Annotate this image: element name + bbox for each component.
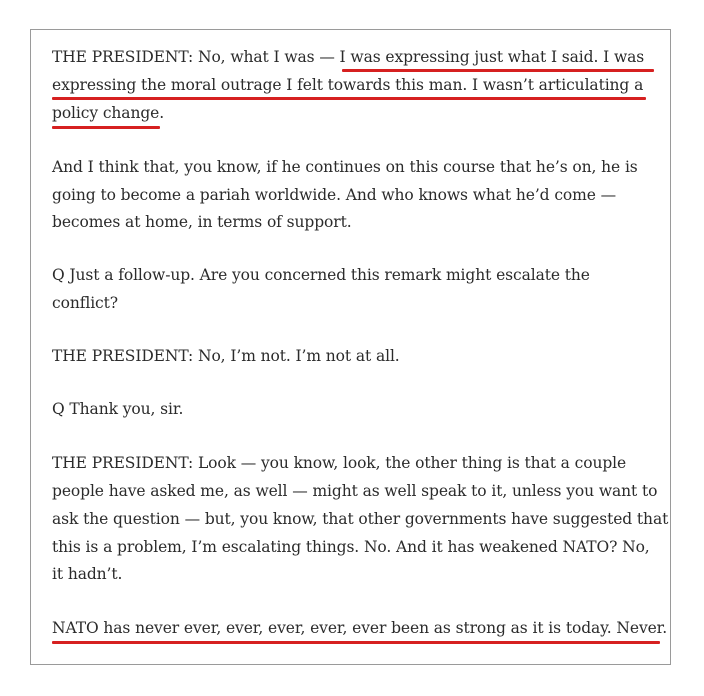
transcript-line: THE PRESIDENT: Look — you know, look, the other thing is that a couple <box>52 454 627 472</box>
transcript-line: expressing the moral outrage I felt towards this man. I wasn’t articulating a <box>52 76 644 94</box>
transcript-line: it hadn’t. <box>52 565 123 583</box>
highlight-underline <box>342 69 654 72</box>
transcript-line: Q Thank you, sir. <box>52 400 184 418</box>
transcript-line: ask the question — but, you know, that other governments have suggested that <box>52 510 669 528</box>
transcript-line: becomes at home, in terms of support. <box>52 213 352 231</box>
transcript-line: THE PRESIDENT: No, I’m not. I’m not at all. <box>52 347 400 365</box>
transcript-line: conflict? <box>52 294 118 312</box>
transcript-line: policy change. <box>52 104 165 122</box>
transcript-line: THE PRESIDENT: No, what I was — I was expressing just what I said. I was <box>52 48 645 66</box>
transcript-line: this is a problem, I’m escalating things. No. And it has weakened NATO? No, <box>52 538 650 556</box>
transcript-line: And I think that, you know, if he continues on this course that he’s on, he is <box>52 158 638 176</box>
highlight-underline <box>52 126 160 129</box>
highlight-underline <box>52 641 660 644</box>
highlight-underline <box>52 97 646 100</box>
transcript-line: NATO has never ever, ever, ever, ever, ever been as strong as it is today. Never. <box>52 619 668 637</box>
transcript-line: Q Just a follow-up. Are you concerned this remark might escalate the <box>52 266 590 284</box>
transcript-line: going to become a pariah worldwide. And who knows what he’d come — <box>52 186 617 204</box>
transcript-line: people have asked me, as well — might as well speak to it, unless you want to <box>52 482 658 500</box>
